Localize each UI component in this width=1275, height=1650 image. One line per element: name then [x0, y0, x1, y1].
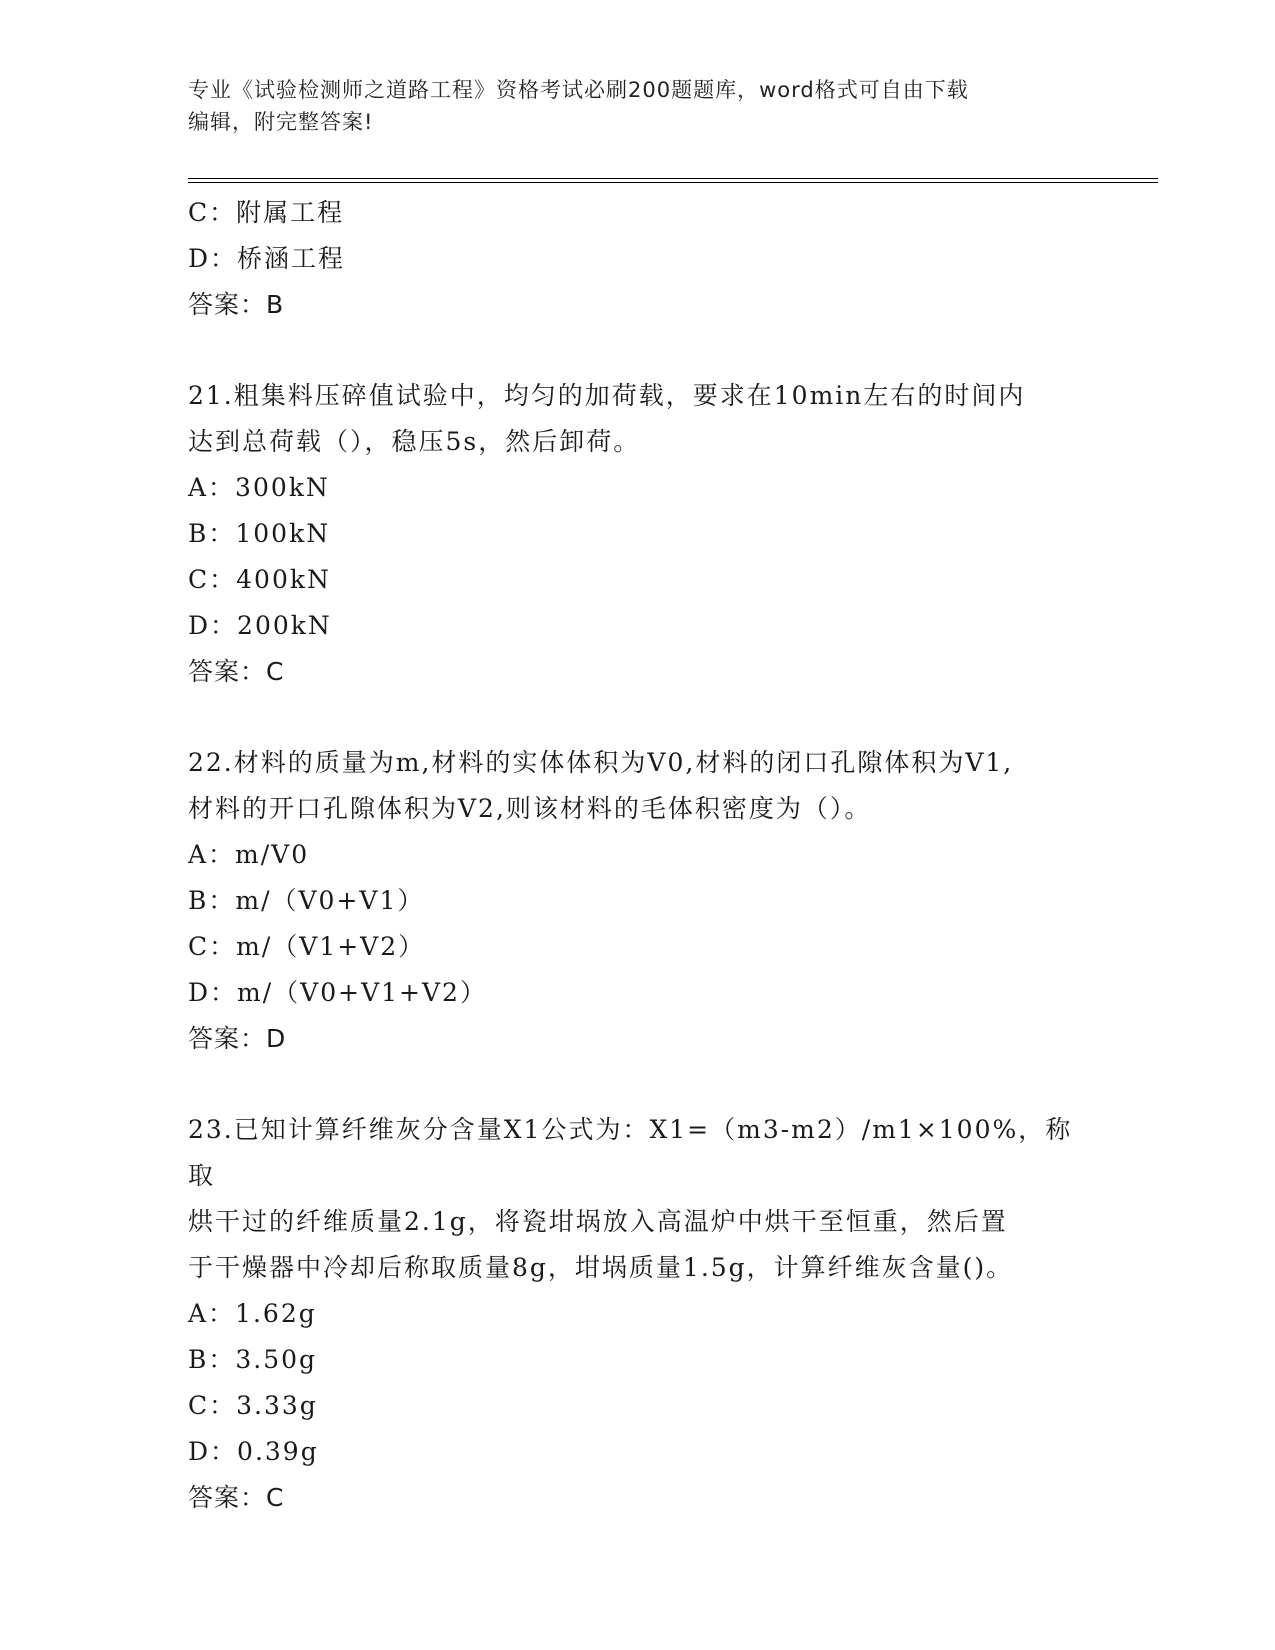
- question-23: [188, 1107, 1088, 1521]
- question-stem-line: 达到总荷载（），稳压5s，然后卸荷。: [188, 427, 641, 456]
- option-d: D：桥涵工程: [188, 244, 346, 273]
- option-c: C：3.33g: [188, 1391, 318, 1420]
- option-c: C：附属工程: [188, 198, 345, 227]
- option-a: A：m/V0: [188, 840, 310, 869]
- answer-line: 答案：B: [188, 290, 285, 319]
- question-stem-line: 烘干过的纤维质量2.1g，将瓷坩埚放入高温炉中烘干至恒重，然后置: [188, 1207, 1008, 1236]
- option-d: D：200kN: [188, 611, 332, 640]
- question-22: [188, 740, 1088, 1062]
- option-b: B：3.50g: [188, 1345, 318, 1374]
- answer-line: 答案：D: [188, 1024, 287, 1053]
- answer-line: 答案：C: [188, 657, 285, 686]
- option-c: C：400kN: [188, 565, 331, 594]
- option-d: D：m/（V0+V1+V2）: [188, 978, 487, 1007]
- question-stem-line: 22.材料的质量为m,材料的实体体积为V0,材料的闭口孔隙体积为V1,: [188, 748, 1014, 777]
- question-content: [188, 190, 1088, 1521]
- header-line-2: 编辑，附完整答案!: [188, 110, 374, 134]
- question-stem-line: 材料的开口孔隙体积为V2,则该材料的毛体积密度为（）。: [188, 794, 872, 823]
- option-c: C：m/（V1+V2）: [188, 932, 426, 961]
- option-a: A：1.62g: [188, 1299, 317, 1328]
- option-d: D：0.39g: [188, 1437, 319, 1466]
- question-21: [188, 373, 1088, 695]
- option-a: A：300kN: [188, 473, 330, 502]
- header-divider-top: [188, 178, 1158, 179]
- question-stem-line: 21.粗集料压碎值试验中，均匀的加荷载，要求在10min左右的时间内: [188, 381, 1026, 410]
- question-stem-line: 23.已知计算纤维灰分含量X1公式为：X1=（m3-m2）/m1×100%，称取: [188, 1115, 1073, 1190]
- answer-line: 答案：C: [188, 1483, 285, 1512]
- prev-question-block: [188, 190, 1088, 328]
- header-divider-bottom: [188, 182, 1158, 183]
- option-b: B：100kN: [188, 519, 331, 548]
- page-header: [188, 74, 1088, 138]
- option-b: B：m/（V0+V1）: [188, 886, 425, 915]
- header-line-1: 专业《试验检测师之道路工程》资格考试必刷200题题库，word格式可自由下载: [188, 78, 969, 102]
- question-stem-line: 于干燥器中冷却后称取质量8g，坩埚质量1.5g，计算纤维灰含量()。: [188, 1253, 1014, 1282]
